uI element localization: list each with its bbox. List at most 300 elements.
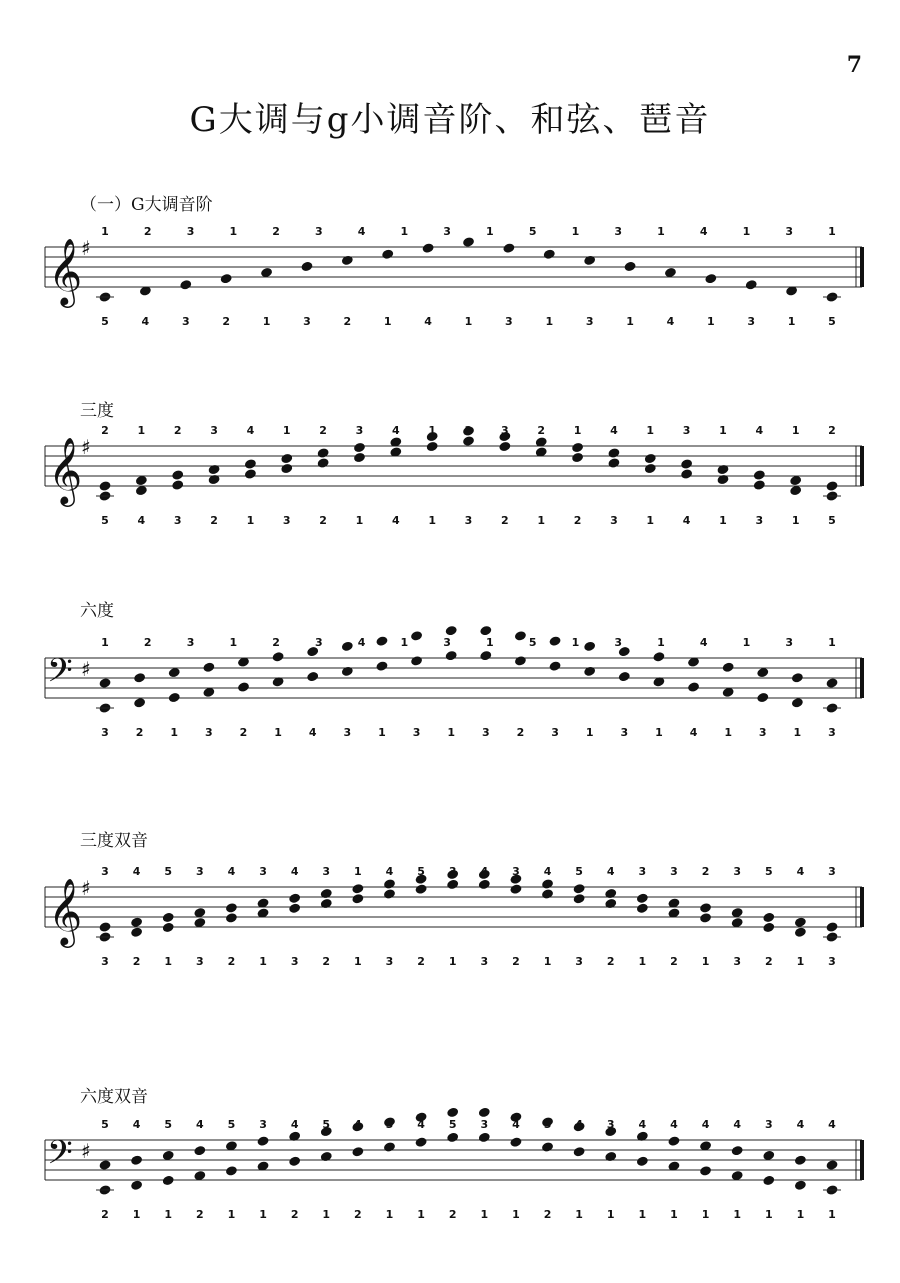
note-head: [220, 273, 233, 285]
finger-number-above: 3: [764, 1118, 773, 1131]
note-head: [133, 672, 146, 684]
note-head: [98, 677, 111, 689]
note-head: [98, 1159, 111, 1171]
note-head: [571, 452, 584, 464]
finger-number-above: 3: [314, 636, 323, 649]
key-signature-sharp-icon: ♯: [81, 876, 91, 900]
note-head: [607, 447, 620, 459]
note-head: [825, 1159, 838, 1171]
finger-number-above: 4: [575, 1118, 583, 1131]
note-head: [704, 273, 717, 285]
bass-clef-icon: 𝄢: [47, 652, 73, 698]
finger-number-below: 3: [464, 514, 473, 527]
note-head: [583, 641, 596, 653]
finger-number-below: 1: [480, 1208, 489, 1221]
finger-number-below: 1: [606, 1208, 615, 1221]
finger-number-below: 1: [132, 1208, 141, 1221]
note-head: [548, 660, 561, 672]
finger-number-above: 4: [610, 424, 618, 437]
note-head: [667, 1135, 680, 1147]
finger-number-above: 2: [828, 424, 836, 437]
finger-number-below: 1: [322, 1208, 331, 1221]
finger-number-below: 3: [755, 514, 764, 527]
page-number: 7: [846, 52, 862, 78]
note-head: [756, 692, 769, 704]
finger-number-above: 4: [480, 865, 489, 878]
key-signature-sharp-icon: ♯: [81, 657, 91, 681]
finger-number-above: 3: [828, 865, 836, 878]
finger-number-above: 5: [385, 1118, 394, 1131]
note-head: [479, 650, 492, 662]
finger-number-below: 1: [545, 315, 554, 328]
finger-number-above: 1: [573, 424, 582, 437]
treble-clef-icon: 𝄞: [48, 237, 83, 305]
finger-number-below: 1: [791, 514, 800, 527]
finger-number-above: 1: [229, 225, 238, 238]
finger-number-above: 4: [701, 1118, 710, 1131]
finger-number-below: 3: [173, 514, 182, 527]
finger-number-above: 3: [501, 424, 509, 437]
note-head: [207, 474, 220, 486]
finger-number-above: 4: [290, 865, 299, 878]
finger-number-above: 3: [785, 225, 794, 238]
note-head: [280, 463, 293, 475]
finger-number-above: 3: [314, 225, 323, 238]
note-head: [375, 635, 388, 647]
key-signature-sharp-icon: ♯: [81, 1139, 91, 1163]
finger-number-above: 1: [486, 636, 494, 649]
finger-number-below: 4: [666, 315, 675, 328]
finger-number-below: 1: [537, 514, 546, 527]
note-head: [381, 248, 394, 260]
finger-number-below: 1: [646, 514, 655, 527]
note-head: [446, 879, 459, 891]
finger-number-below: 4: [391, 514, 400, 527]
finger-number-below: 2: [573, 514, 582, 527]
finger-number-above: 1: [354, 865, 362, 878]
finger-number-above: 3: [186, 225, 195, 238]
note-head: [794, 916, 807, 928]
finger-number-below: 3: [610, 514, 618, 527]
finger-number-below: 1: [170, 726, 179, 739]
note-head: [316, 457, 329, 469]
note-head: [300, 261, 313, 273]
finger-number-above: 3: [614, 225, 623, 238]
note-head: [320, 898, 333, 910]
finger-number-above: 3: [259, 865, 267, 878]
finger-number-below: 2: [670, 955, 678, 968]
finger-number-below: 2: [764, 955, 773, 968]
note-head: [98, 921, 111, 933]
finger-number-above: 3: [480, 1118, 489, 1131]
finger-number-above: 4: [227, 865, 236, 878]
note-head: [320, 888, 333, 900]
finger-number-above: 5: [528, 225, 537, 238]
note-head: [351, 1146, 364, 1158]
note-head: [573, 1146, 586, 1158]
note-head: [541, 1141, 554, 1153]
finger-number-above: 3: [606, 1118, 615, 1131]
finger-number-below: 1: [707, 315, 715, 328]
note-head: [478, 1132, 491, 1144]
finger-number-below: 1: [428, 514, 436, 527]
finger-number-below: 2: [501, 514, 509, 527]
finger-number-above: 4: [796, 865, 805, 878]
note-head: [445, 650, 458, 662]
note-head: [716, 474, 729, 486]
finger-number-below: 2: [448, 1208, 457, 1221]
note-head: [680, 458, 693, 470]
finger-number-above: 4: [606, 865, 615, 878]
note-head: [571, 442, 584, 454]
note-head: [753, 469, 766, 481]
finger-number-below: 1: [385, 1208, 394, 1221]
note-head: [791, 697, 804, 709]
finger-number-below: 5: [101, 514, 109, 527]
finger-number-above: 1: [282, 424, 291, 437]
finger-number-above: 3: [322, 865, 331, 878]
finger-number-above: 3: [195, 865, 204, 878]
finger-number-below: 1: [719, 514, 727, 527]
note-head: [426, 441, 439, 453]
finger-number-below: 4: [424, 315, 432, 328]
finger-number-above: 1: [742, 225, 751, 238]
finger-number-above: 1: [229, 636, 238, 649]
note-head: [699, 1165, 712, 1177]
note-head: [478, 879, 491, 891]
finger-number-above: 1: [657, 636, 665, 649]
finger-number-above: 4: [512, 1118, 520, 1131]
finger-number-below: 3: [181, 315, 190, 328]
finger-number-below: 2: [227, 955, 236, 968]
key-signature-sharp-icon: ♯: [81, 236, 91, 260]
note-head: [509, 1136, 522, 1148]
note-head: [306, 671, 319, 683]
note-head: [341, 641, 354, 653]
finger-number-below: 1: [787, 315, 796, 328]
note-head: [548, 635, 561, 647]
section-label-double-thirds: 三度双音: [80, 831, 148, 851]
note-head: [341, 255, 354, 267]
note-head: [618, 671, 631, 683]
finger-number-above: 2: [464, 424, 473, 437]
note-head: [607, 457, 620, 469]
note-head: [422, 242, 435, 254]
finger-number-above: 4: [132, 1118, 141, 1131]
note-head: [514, 655, 527, 667]
finger-number-above: 1: [101, 225, 109, 238]
finger-number-above: 4: [357, 636, 366, 649]
finger-number-below: 3: [575, 955, 583, 968]
note-head: [168, 692, 181, 704]
finger-number-below: 1: [733, 1208, 742, 1221]
finger-number-above: 5: [764, 865, 773, 878]
note-head: [225, 912, 238, 924]
finger-number-below: 1: [701, 955, 710, 968]
finger-number-below: 1: [626, 315, 634, 328]
finger-number-below: 3: [205, 726, 213, 739]
finger-number-above: 3: [638, 865, 647, 878]
note-head: [341, 666, 354, 678]
finger-number-above: 2: [537, 424, 546, 437]
finger-number-below: 3: [303, 315, 311, 328]
finger-number-above: 3: [785, 636, 794, 649]
finger-number-above: 1: [657, 225, 665, 238]
finger-number-below: 1: [447, 726, 456, 739]
note-head: [825, 921, 838, 933]
note-head: [237, 681, 250, 693]
note-head: [130, 1154, 143, 1166]
finger-number-below: 1: [724, 726, 732, 739]
finger-number-above: 1: [742, 636, 751, 649]
finger-number-below: 2: [417, 955, 425, 968]
note-head: [791, 672, 804, 684]
finger-number-below: 2: [319, 514, 327, 527]
note-head: [716, 464, 729, 476]
finger-number-below: 1: [378, 726, 386, 739]
note-head: [130, 1179, 143, 1191]
finger-number-above: 4: [733, 1118, 742, 1131]
finger-number-above: 4: [195, 1118, 204, 1131]
note-head: [583, 255, 596, 267]
finger-number-above: 5: [575, 865, 583, 878]
finger-number-above: 2: [319, 424, 327, 437]
note-head: [604, 1151, 617, 1163]
finger-number-below: 3: [195, 955, 204, 968]
finger-number-below: 3: [828, 726, 836, 739]
finger-number-above: 3: [448, 865, 457, 878]
finger-number-below: 5: [828, 315, 836, 328]
note-head: [731, 1145, 744, 1157]
finger-number-above: 5: [322, 1118, 331, 1131]
finger-number-above: 1: [400, 225, 409, 238]
finger-number-below: 1: [262, 315, 271, 328]
note-head: [288, 892, 301, 904]
finger-number-below: 3: [101, 955, 109, 968]
finger-number-above: 3: [210, 424, 218, 437]
finger-number-above: 1: [828, 225, 836, 238]
finger-number-below: 2: [343, 315, 352, 328]
note-head: [316, 447, 329, 459]
note-head: [604, 898, 617, 910]
finger-number-below: 3: [505, 315, 513, 328]
note-head: [202, 661, 215, 673]
note-head: [271, 651, 284, 663]
note-head: [636, 892, 649, 904]
finger-number-above: 1: [571, 225, 580, 238]
finger-number-above: 4: [290, 1118, 299, 1131]
note-head: [794, 1154, 807, 1166]
note-head: [133, 697, 146, 709]
note-head: [762, 1175, 775, 1187]
finger-number-below: 1: [448, 955, 457, 968]
finger-number-below: 1: [259, 1208, 267, 1221]
finger-number-below: 3: [282, 514, 291, 527]
finger-number-below: 1: [796, 955, 805, 968]
note-head: [410, 630, 423, 642]
note-head: [351, 893, 364, 905]
finger-number-below: 4: [137, 514, 146, 527]
note-head: [383, 878, 396, 890]
treble-clef-icon: 𝄞: [48, 877, 83, 945]
finger-number-above: 3: [670, 865, 678, 878]
note-head: [478, 1107, 491, 1119]
finger-number-above: 5: [448, 1118, 457, 1131]
note-head: [130, 916, 143, 928]
finger-number-below: 1: [512, 1208, 520, 1221]
finger-number-above: 1: [791, 424, 800, 437]
finger-number-below: 1: [274, 726, 282, 739]
finger-number-below: 1: [701, 1208, 710, 1221]
finger-number-below: 1: [259, 955, 267, 968]
finger-number-above: 4: [354, 1118, 362, 1131]
finger-number-above: 4: [699, 636, 708, 649]
note-head: [207, 464, 220, 476]
note-head: [353, 442, 366, 454]
note-head: [244, 468, 257, 480]
note-head: [130, 926, 143, 938]
note-head: [375, 660, 388, 672]
finger-number-above: 4: [828, 1118, 836, 1131]
finger-number-above: 1: [137, 424, 146, 437]
finger-number-above: 5: [543, 1118, 552, 1131]
note-head: [320, 1151, 333, 1163]
note-head: [462, 236, 475, 248]
note-head: [353, 452, 366, 464]
note-head: [256, 1135, 269, 1147]
finger-number-below: 1: [164, 1208, 173, 1221]
finger-number-below: 2: [290, 1208, 299, 1221]
note-head: [288, 1155, 301, 1167]
finger-number-above: 5: [101, 1118, 109, 1131]
finger-number-above: 1: [428, 424, 436, 437]
note-head: [573, 893, 586, 905]
finger-number-below: 1: [354, 955, 362, 968]
finger-number-below: 3: [480, 955, 489, 968]
note-head: [541, 878, 554, 890]
finger-number-below: 3: [551, 726, 559, 739]
note-head: [745, 279, 758, 291]
page-title: G大调与g小调音阶、和弦、琶音: [189, 100, 711, 140]
finger-number-below: 1: [638, 955, 647, 968]
note-head: [753, 479, 766, 491]
finger-number-below: 1: [464, 315, 473, 328]
note-head: [825, 480, 838, 492]
finger-number-below: 4: [141, 315, 150, 328]
note-head: [414, 1136, 427, 1148]
note-head: [171, 469, 184, 481]
finger-number-below: 3: [101, 726, 109, 739]
finger-number-above: 5: [164, 865, 173, 878]
note-head: [762, 922, 775, 934]
section-label-double-sixths: 六度双音: [80, 1087, 148, 1107]
note-head: [162, 912, 175, 924]
note-head: [636, 1155, 649, 1167]
note-head: [179, 279, 192, 291]
finger-number-above: 4: [699, 225, 708, 238]
finger-number-above: 3: [186, 636, 195, 649]
finger-number-below: 1: [796, 1208, 805, 1221]
finger-number-below: 2: [222, 315, 230, 328]
note-head: [652, 651, 665, 663]
bass-clef-icon: 𝄢: [47, 1134, 73, 1180]
finger-number-below: 5: [101, 315, 109, 328]
finger-number-below: 1: [655, 726, 663, 739]
finger-number-below: 3: [290, 955, 299, 968]
finger-number-above: 2: [272, 636, 280, 649]
finger-number-above: 3: [259, 1118, 267, 1131]
finger-number-below: 1: [793, 726, 802, 739]
note-head: [446, 1107, 459, 1119]
finger-number-above: 1: [400, 636, 409, 649]
note-head: [162, 1175, 175, 1187]
section-label-thirds: 三度: [80, 401, 114, 421]
note-head: [171, 479, 184, 491]
finger-number-below: 3: [758, 726, 767, 739]
note-head: [383, 888, 396, 900]
finger-number-below: 1: [355, 514, 364, 527]
note-head: [445, 625, 458, 637]
finger-number-above: 1: [646, 424, 655, 437]
section-label-g-major-scale: （一）G大调音阶: [80, 195, 213, 215]
finger-number-below: 2: [132, 955, 141, 968]
finger-number-above: 2: [101, 424, 109, 437]
finger-number-above: 2: [143, 636, 152, 649]
note-head: [498, 441, 511, 453]
finger-number-below: 3: [412, 726, 421, 739]
finger-number-above: 5: [164, 1118, 173, 1131]
finger-number-below: 1: [670, 1208, 678, 1221]
finger-number-below: 1: [227, 1208, 236, 1221]
note-head: [687, 681, 700, 693]
note-head: [722, 661, 735, 673]
finger-number-below: 3: [733, 955, 742, 968]
note-head: [162, 922, 175, 934]
note-head: [583, 666, 596, 678]
finger-number-below: 5: [828, 514, 836, 527]
finger-number-below: 2: [606, 955, 615, 968]
finger-number-below: 1: [828, 1208, 836, 1221]
finger-number-below: 1: [417, 1208, 425, 1221]
note-head: [543, 248, 556, 260]
note-head: [98, 480, 111, 492]
finger-number-above: 4: [417, 1118, 425, 1131]
note-head: [193, 1145, 206, 1157]
finger-number-above: 2: [173, 424, 182, 437]
note-head: [514, 630, 527, 642]
note-head: [623, 261, 636, 273]
finger-number-below: 1: [638, 1208, 647, 1221]
finger-number-below: 2: [322, 955, 331, 968]
finger-number-above: 1: [486, 225, 494, 238]
note-head: [794, 926, 807, 938]
note-head: [410, 655, 423, 667]
finger-number-above: 4: [246, 424, 255, 437]
finger-number-above: 3: [443, 636, 451, 649]
finger-number-below: 3: [343, 726, 352, 739]
note-head: [479, 625, 492, 637]
finger-number-below: 3: [620, 726, 629, 739]
finger-number-below: 3: [385, 955, 394, 968]
note-head: [288, 902, 301, 914]
finger-number-above: 5: [227, 1118, 236, 1131]
finger-number-below: 2: [543, 1208, 552, 1221]
finger-number-below: 1: [764, 1208, 773, 1221]
finger-number-above: 3: [614, 636, 623, 649]
finger-number-below: 4: [689, 726, 698, 739]
note-head: [794, 1179, 807, 1191]
note-head: [644, 453, 657, 465]
